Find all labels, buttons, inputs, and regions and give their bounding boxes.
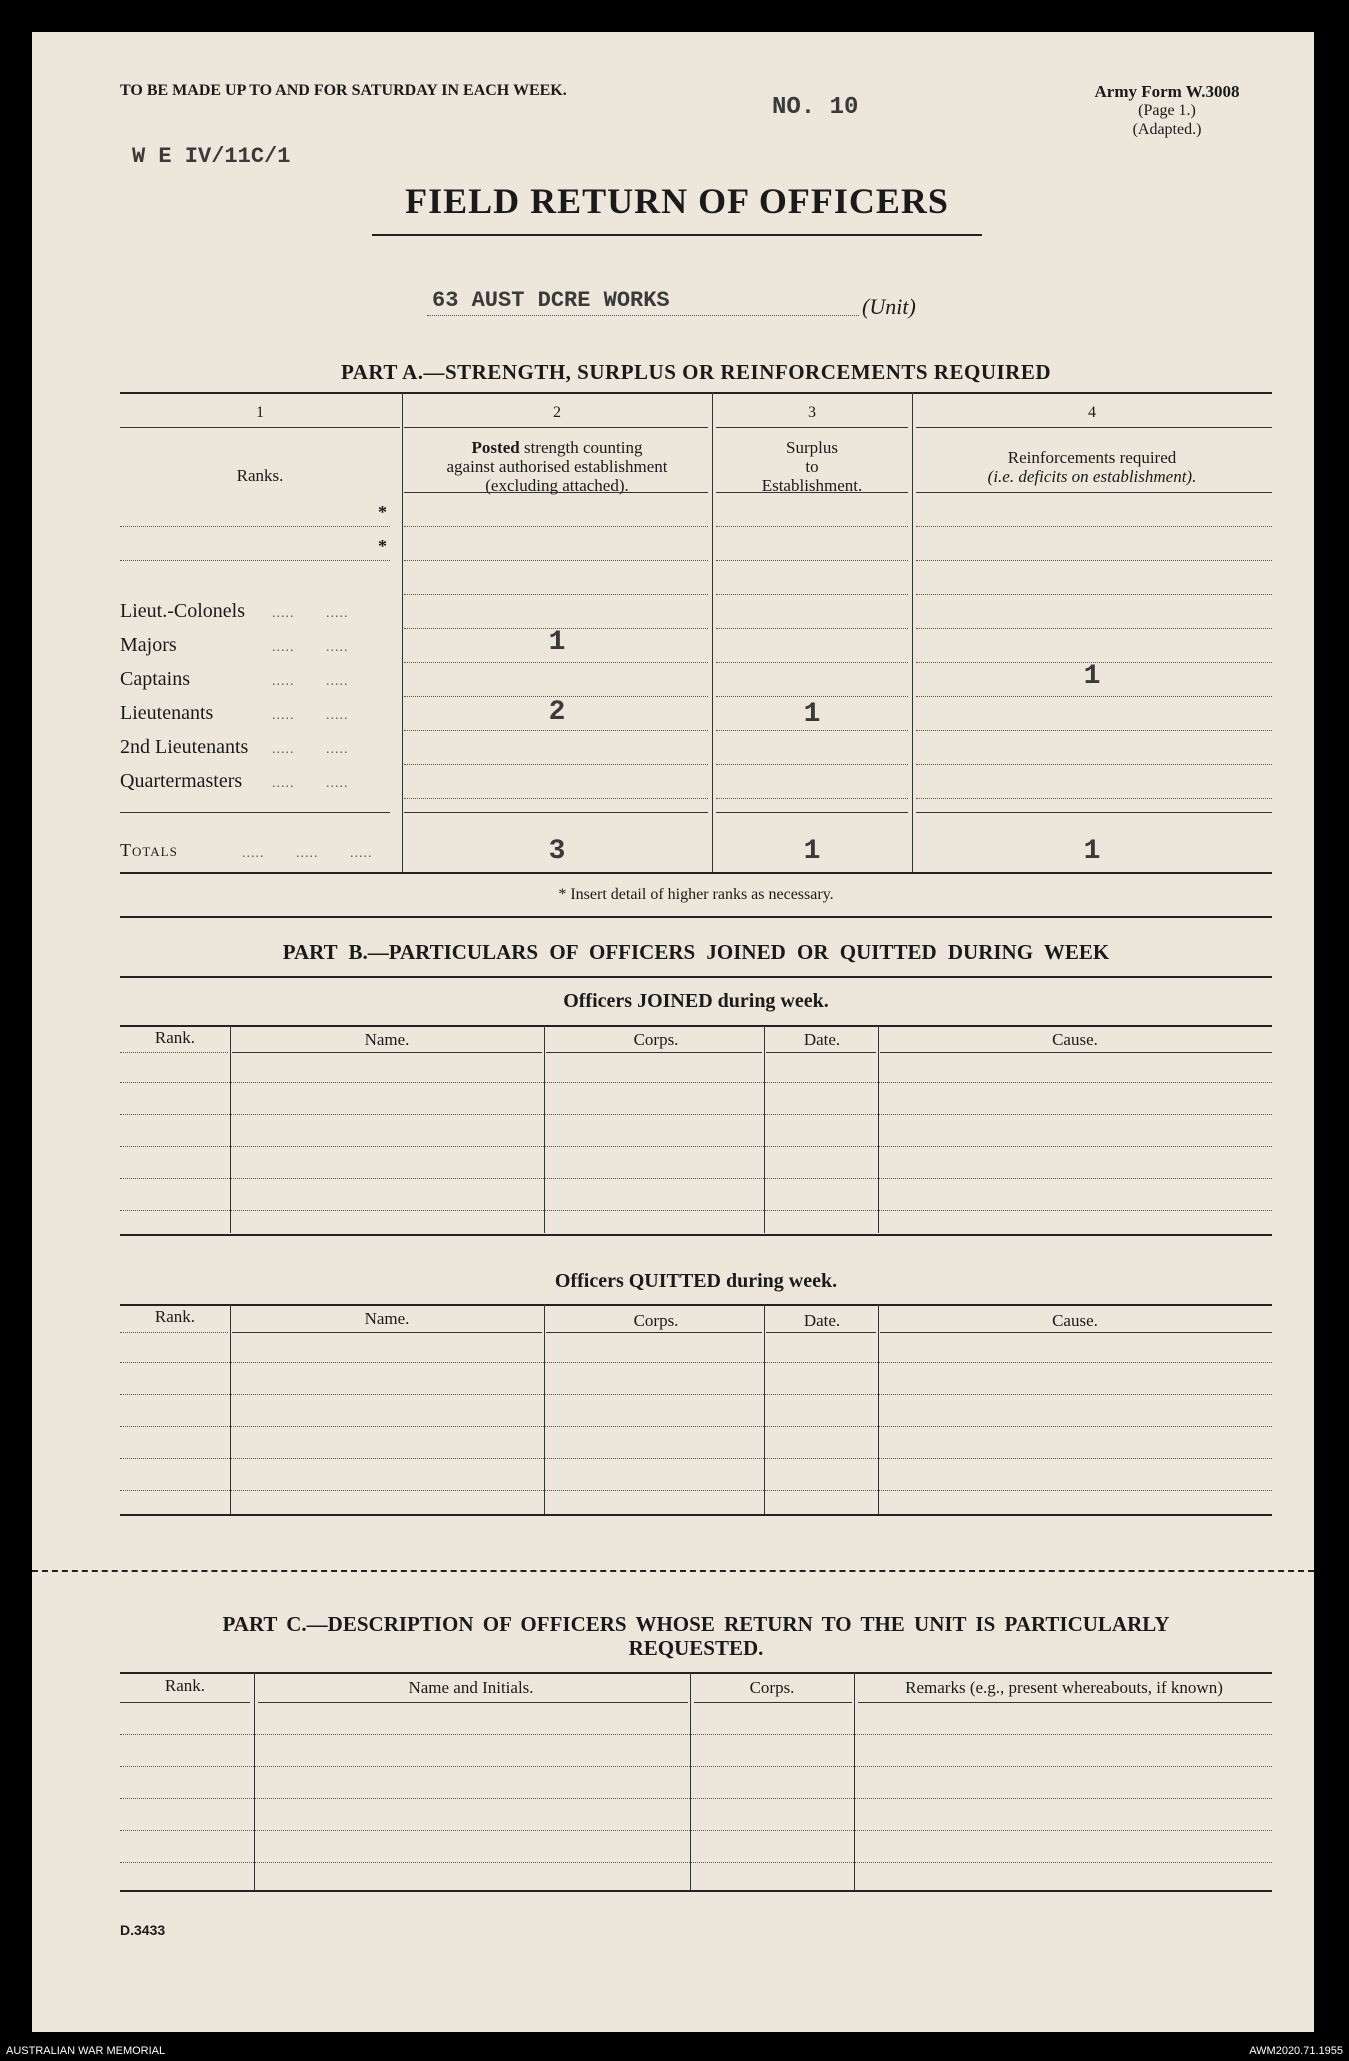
footer-source: AUSTRALIAN WAR MEMORIAL (6, 2045, 166, 2057)
total-reinforcements: 1 (1083, 836, 1101, 867)
joined-col-rank: Rank. (154, 1028, 196, 1047)
partc-col-name: Name and Initials. (408, 1678, 534, 1697)
partc-col-corps: Corps. (749, 1678, 795, 1697)
lieutenants-surplus: 1 (803, 699, 821, 730)
asterisk-2: * (378, 536, 387, 556)
perforation-line (32, 1570, 1314, 1572)
return-number: NO. 10 (772, 94, 859, 121)
document-page: TO BE MADE UP TO AND FOR SATURDAY IN EACH WEEK. NO. 10 Army Form W.3008 (Page 1.) (Adapted.) W E IV/11C/1 FIELD RETURN OF OFFICERS 63 AUST DCRE WORKS (Unit) PART A.—STRENGTH, SURPLUS OR REINFORCEMENTS REQUIRED 1 2 3 4 Ranks. Posted strength counting against authorised establishment (excluding attached). Surplus to Establishment. Reinforcements required (i.e. deficits on establishment). * * Lieut.-Colonels Majors Captains Lieutenants 2nd Lieutenants Quartermasters ..... ..... ..... ..... ..... ..... ..... ..... ..... ..... ..... ..... 1 1 2 1 Totals ..... ..... ..... 3 1 1 * Insert detail of higher ranks as necessary. PART B.—PARTICULARS OF OFFICERS JOINED OR QUITTED DURING WEEK Officers JOINED during week. Rank. Name. Corps. Date. Cause. Officers QUITTED during week. Rank. Name. Corps. Date. Cause. PART C.—DESCRIPTION OF OFFICERS WHOSE RETURN TO THE UNIT IS PARTICULARLY REQUESTED. Rank. Name and Initials. Corps. Remarks (e.g., present whereabouts, if known) D.3433 (32, 32, 1314, 2032)
partc-col-rank: Rank. (164, 1676, 206, 1695)
total-posted: 3 (548, 836, 566, 867)
quitted-title: Officers QUITTED during week. (554, 1270, 838, 1292)
col-posted-header: Posted strength counting against authorised establishment (excluding attached). (446, 438, 668, 495)
quitted-col-date: Date. (803, 1311, 841, 1330)
col-number-3: 3 (808, 404, 816, 421)
joined-col-name: Name. (364, 1030, 410, 1049)
quitted-col-name: Name. (364, 1309, 410, 1328)
part-c-title-line2: REQUESTED. (628, 1636, 764, 1660)
col-ranks-header: Ranks. (236, 466, 284, 485)
partc-col-remarks: Remarks (e.g., present whereabouts, if known) (905, 1678, 1223, 1697)
lieutenants-posted: 2 (548, 697, 566, 728)
rank-lieut-colonels: Lieut.-Colonels (120, 600, 245, 622)
part-a-footnote: * Insert detail of higher ranks as necessary. (558, 886, 834, 903)
quitted-col-cause: Cause. (1052, 1311, 1098, 1330)
part-a-title: PART A.—STRENGTH, SURPLUS OR REINFORCEMENTS REQUIRED (340, 360, 1051, 384)
part-c-title-line1: PART C.—DESCRIPTION OF OFFICERS WHOSE RETURN TO THE UNIT IS PARTICULARLY (222, 1612, 1170, 1636)
joined-title: Officers JOINED during week. (563, 990, 829, 1012)
col-reinforcements-header: Reinforcements required (i.e. deficits on establishment). (987, 448, 1197, 486)
form-code: D.3433 (120, 1922, 166, 1938)
rank-lieutenants: Lieutenants (120, 702, 214, 724)
part-b-title: PART B.—PARTICULARS OF OFFICERS JOINED OR QUITTED DURING WEEK (282, 940, 1110, 964)
rank-quartermasters: Quartermasters (120, 770, 243, 792)
joined-col-corps: Corps. (633, 1030, 679, 1049)
instruction-text: TO BE MADE UP TO AND FOR SATURDAY IN EACH WEEK. (120, 82, 567, 99)
form-page: (Page 1.) (1138, 102, 1196, 119)
majors-posted: 1 (548, 627, 566, 658)
quitted-col-corps: Corps. (633, 1311, 679, 1330)
col-surplus-header: Surplus to Establishment. (761, 438, 863, 495)
we-reference: W E IV/11C/1 (132, 144, 291, 169)
rank-2nd-lieutenants: 2nd Lieutenants (120, 736, 249, 758)
total-surplus: 1 (803, 836, 821, 867)
col-number-4: 4 (1088, 404, 1096, 421)
form-title: FIELD RETURN OF OFFICERS (405, 181, 949, 221)
quitted-col-rank: Rank. (154, 1307, 196, 1326)
col-number-1: 1 (256, 404, 264, 421)
form-name: Army Form W.3008 (1094, 82, 1240, 101)
asterisk-1: * (378, 502, 387, 522)
unit-value: 63 AUST DCRE WORKS (432, 288, 670, 313)
footer-accession: AWM2020.71.1955 (1249, 2045, 1343, 2057)
form-adapted: (Adapted.) (1132, 121, 1202, 138)
joined-col-date: Date. (803, 1030, 841, 1049)
rank-captains: Captains (120, 668, 190, 690)
captains-reinforcements: 1 (1083, 661, 1101, 692)
unit-label: (Unit) (862, 294, 916, 319)
rank-majors: Majors (120, 634, 177, 656)
joined-col-cause: Cause. (1052, 1030, 1098, 1049)
totals-label: Totals (120, 840, 178, 860)
col-number-2: 2 (553, 404, 561, 421)
